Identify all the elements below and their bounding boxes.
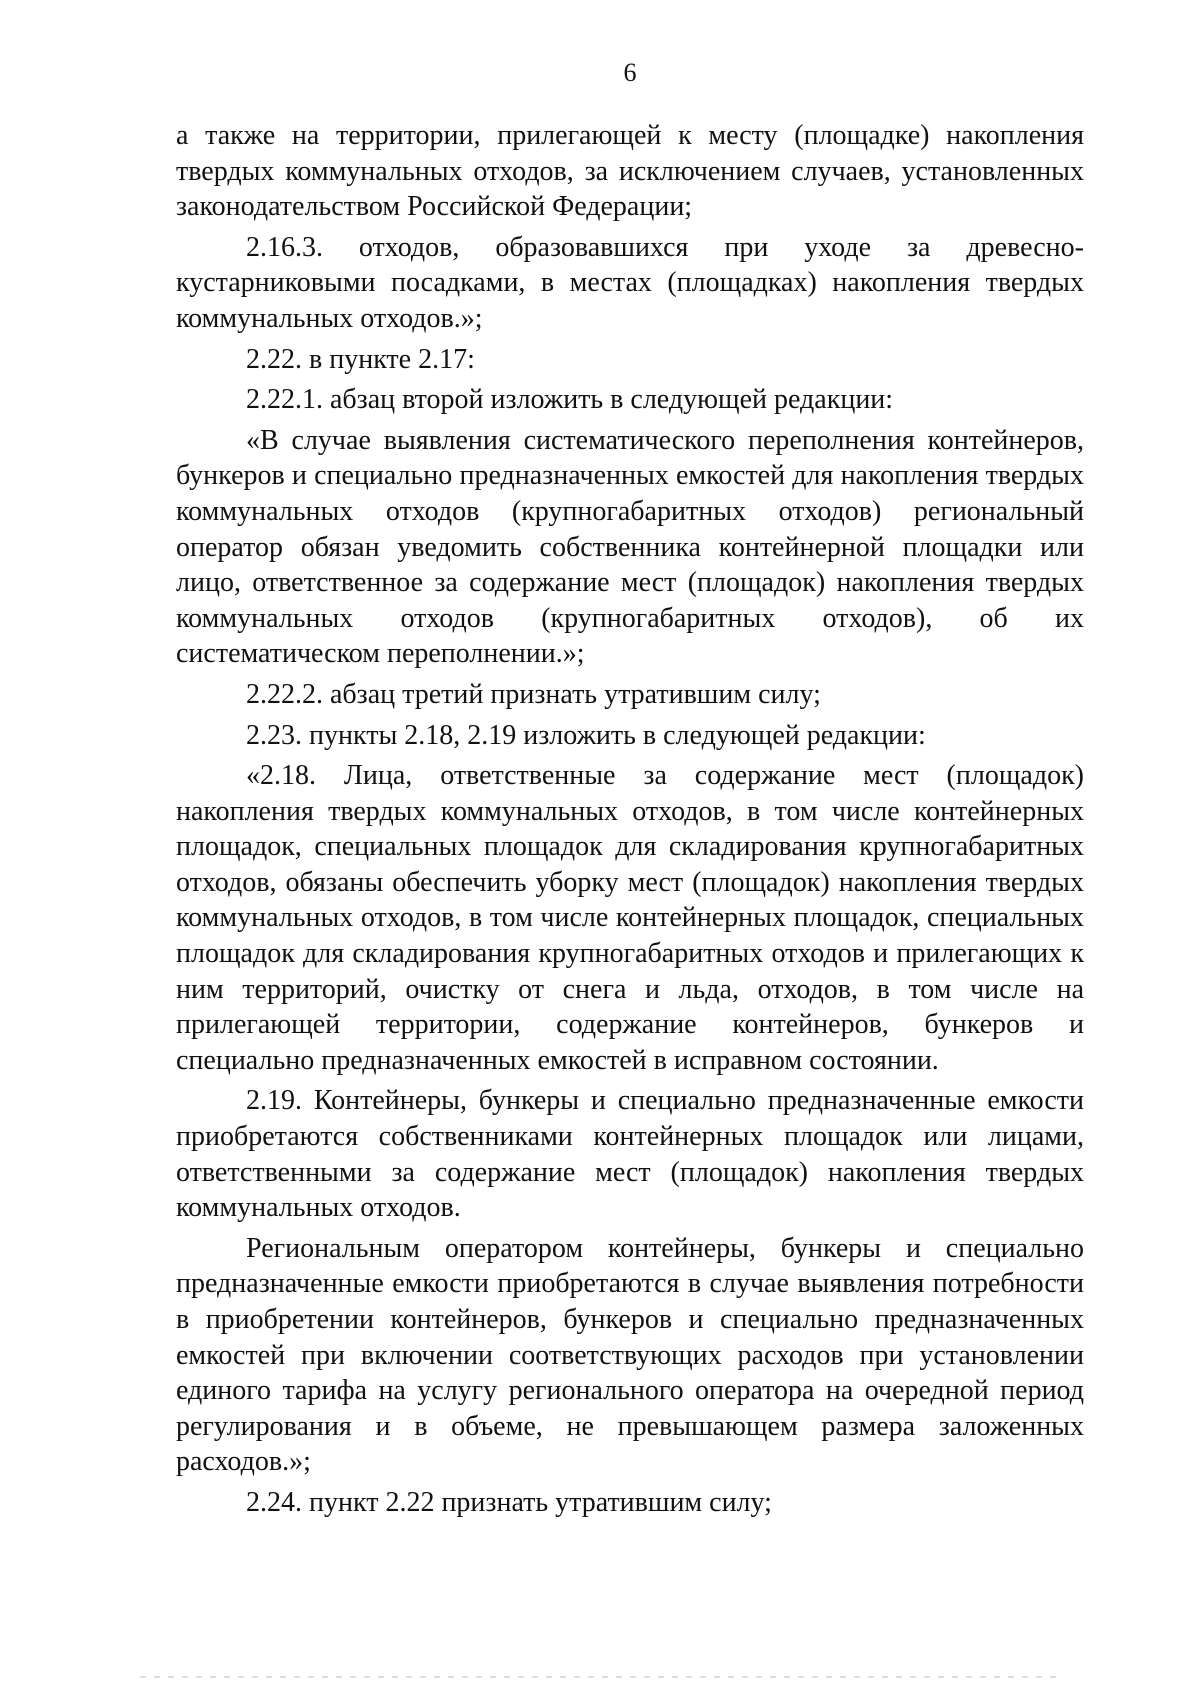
paragraph-regional-operator: Региональным оператором контейнеры, бункеры и специально предназначенные емкости приобретаются в случае выявления потребности в приобретении контейнеров, бункеров и специально предназначенных емкостей при включении соответствующих расходов при установлении единого тарифа на услугу регионального оператора на очередной период регулирования и в объеме, не превышающем размера заложенных расходов.»; [176, 1232, 1084, 1478]
paragraph-2-22-2: 2.22.2. абзац третий признать утратившим силу; [246, 678, 821, 710]
page-number: 6 [623, 58, 637, 87]
paragraph-2-18: «2.18. Лица, ответственные за содержание мест (площадок) накопления твердых коммунальных отходов, в том числе контейнерных площадок, специальных площадок для складирования крупногабаритных отходов, обязаны обеспечить уборку мест (площадок) накопления твердых коммунальных отходов, в том числе контейнерных площадок, специальных площадок для складирования крупногабаритных отходов и прилегающих к ним территорий, очистку от снега и льда, отходов, в том числе на прилегающей территории, содержание контейнеров, бункеров и специально предназначенных емкостей в исправном состоянии. [176, 760, 1084, 1076]
paragraph-2-19: 2.19. Контейнеры, бункеры и специально предназначенные емкости приобретаются собственниками контейнерных площадок или лицами, ответственными за содержание мест (площадок) накопления твердых коммунальных отходов. [176, 1085, 1084, 1224]
document-body [176, 118, 1084, 1521]
paragraph-2-22: 2.22. в пункте 2.17: [246, 343, 475, 375]
scan-edge-artifact [140, 1676, 1060, 1678]
paragraph-2-22-1: 2.22.1. абзац второй изложить в следующей редакции: [246, 384, 894, 416]
paragraph-2-24: 2.24. пункт 2.22 признать утратившим силу; [246, 1486, 772, 1518]
paragraph-continuation: а также на территории, прилегающей к месту (площадке) накопления твердых коммунальных отходов, за исключением случаев, установленных законодательством Российской Федерации; [176, 120, 1084, 223]
paragraph-2-16-3: 2.16.3. отходов, образовавшихся при уходе за древесно-кустарниковыми посадками, в местах (площадках) накопления твердых коммунальных отходов.»; [176, 231, 1084, 334]
paragraph-2-23: 2.23. пункты 2.18, 2.19 изложить в следующей редакции: [246, 719, 926, 751]
paragraph-quoted-systematic-overflow: «В случае выявления систематического переполнения контейнеров, бункеров и специально предназначенных емкостей для накопления твердых коммунальных отходов (крупногабаритных отходов) региональный оператор обязан уведомить собственника контейнерной площадки или лицо, ответственное за содержание мест (площадок) накопления твердых коммунальных отходов (крупногабаритных отходов), об их систематическом переполнении.»; [176, 424, 1084, 670]
